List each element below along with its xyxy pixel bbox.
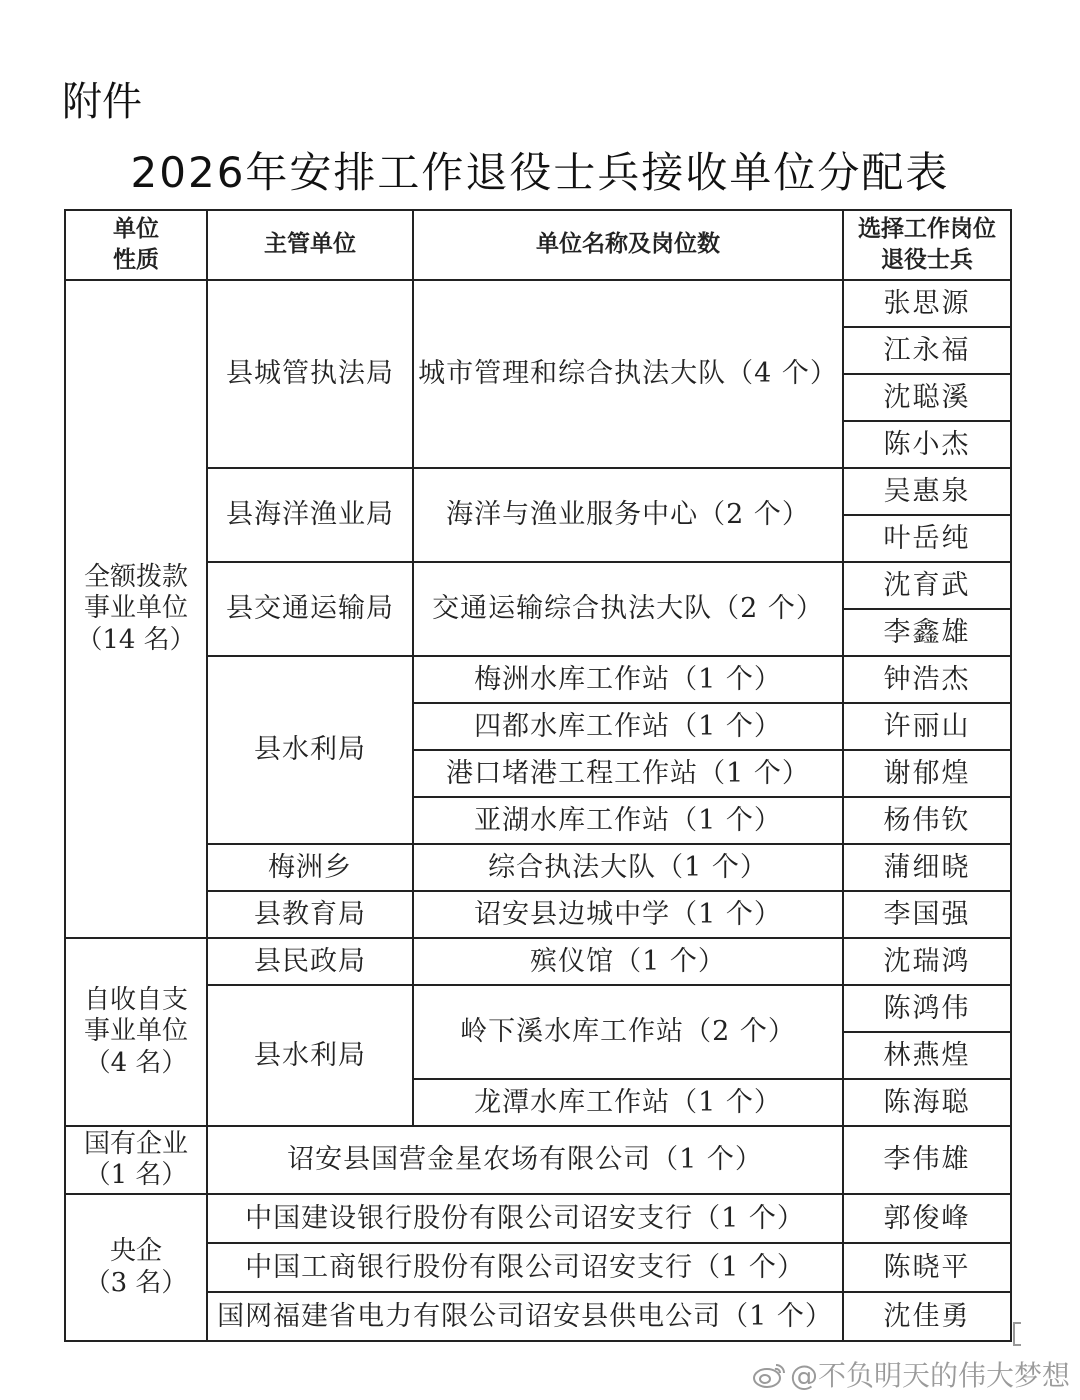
unit-cell: 四都水库工作站（1 个） <box>413 703 843 750</box>
header-nature: 单位 性质 <box>65 210 207 280</box>
soldier-name: 林燕煌 <box>843 1032 1011 1079</box>
soldier-name: 李鑫雄 <box>843 609 1011 656</box>
unit-cell: 中国工商银行股份有限公司诏安支行（1 个） <box>207 1243 843 1292</box>
unit-cell: 国网福建省电力有限公司诏安县供电公司（1 个） <box>207 1292 843 1341</box>
supervisor-cell: 梅洲乡 <box>207 844 413 891</box>
header-row <box>65 210 1011 280</box>
category-state-owned: 国有企业 （1 名） <box>65 1126 207 1194</box>
header-unit-posts: 单位名称及岗位数 <box>413 210 843 280</box>
soldier-name: 沈聪溪 <box>843 374 1011 421</box>
soldier-name: 李国强 <box>843 891 1011 938</box>
supervisor-cell: 县民政局 <box>207 938 413 985</box>
soldier-name: 李伟雄 <box>843 1126 1011 1194</box>
header-supervisor: 主管单位 <box>207 210 413 280</box>
supervisor-cell: 县水利局 <box>207 656 413 844</box>
soldier-name: 许丽山 <box>843 703 1011 750</box>
soldier-name: 钟浩杰 <box>843 656 1011 703</box>
soldier-name: 郭俊峰 <box>843 1194 1011 1243</box>
soldier-name: 江永福 <box>843 327 1011 374</box>
soldier-name: 谢郁煌 <box>843 750 1011 797</box>
table-row <box>65 985 1011 1032</box>
unit-cell: 中国建设银行股份有限公司诏安支行（1 个） <box>207 1194 843 1243</box>
supervisor-cell: 县交通运输局 <box>207 562 413 656</box>
unit-cell: 亚湖水库工作站（1 个） <box>413 797 843 844</box>
attachment-label: 附件 <box>62 79 142 125</box>
unit-cell: 诏安县国营金星农场有限公司（1 个） <box>207 1126 843 1194</box>
category-central: 央企 （3 名） <box>65 1194 207 1341</box>
watermark-text: @不负明天的伟大梦想 <box>789 1359 1070 1392</box>
unit-cell: 城市管理和综合执法大队（4 个） <box>413 280 843 468</box>
table-row <box>65 468 1011 515</box>
table-row <box>65 1243 1011 1292</box>
weibo-icon <box>752 1361 786 1389</box>
table-row <box>65 562 1011 609</box>
table-row <box>65 1292 1011 1341</box>
header-soldiers: 选择工作岗位 退役士兵 <box>843 210 1011 280</box>
bracket-mark <box>1013 1322 1021 1346</box>
unit-cell: 龙潭水库工作站（1 个） <box>413 1079 843 1126</box>
soldier-name: 杨伟钦 <box>843 797 1011 844</box>
soldier-name: 叶岳纯 <box>843 515 1011 562</box>
soldier-name: 陈鸿伟 <box>843 985 1011 1032</box>
supervisor-cell: 县教育局 <box>207 891 413 938</box>
table-row <box>65 280 1011 327</box>
table-row <box>65 844 1011 891</box>
supervisor-cell: 县海洋渔业局 <box>207 468 413 562</box>
document-title: 2026年安排工作退役士兵接收单位分配表 <box>130 148 950 197</box>
unit-cell: 殡仪馆（1 个） <box>413 938 843 985</box>
table-row <box>65 1194 1011 1243</box>
soldier-name: 陈晓平 <box>843 1243 1011 1292</box>
soldier-name: 张思源 <box>843 280 1011 327</box>
soldier-name: 陈小杰 <box>843 421 1011 468</box>
soldier-name: 沈瑞鸿 <box>843 938 1011 985</box>
soldier-name: 吴惠泉 <box>843 468 1011 515</box>
unit-cell: 梅洲水库工作站（1 个） <box>413 656 843 703</box>
soldier-name: 蒲细晓 <box>843 844 1011 891</box>
unit-cell: 交通运输综合执法大队（2 个） <box>413 562 843 656</box>
category-self-funded: 自收自支 事业单位 （4 名） <box>65 938 207 1126</box>
supervisor-cell: 县城管执法局 <box>207 280 413 468</box>
table-row <box>65 1126 1011 1194</box>
category-full-funded: 全额拨款 事业单位 （14 名） <box>65 280 207 938</box>
allocation-table <box>64 209 1012 1342</box>
soldier-name: 陈海聪 <box>843 1079 1011 1126</box>
soldier-name: 沈佳勇 <box>843 1292 1011 1341</box>
table-row <box>65 938 1011 985</box>
unit-cell: 岭下溪水库工作站（2 个） <box>413 985 843 1079</box>
unit-cell: 海洋与渔业服务中心（2 个） <box>413 468 843 562</box>
unit-cell: 诏安县边城中学（1 个） <box>413 891 843 938</box>
watermark <box>752 1354 1070 1394</box>
unit-cell: 综合执法大队（1 个） <box>413 844 843 891</box>
unit-cell: 港口堵港工程工作站（1 个） <box>413 750 843 797</box>
table-row <box>65 656 1011 703</box>
soldier-name: 沈育武 <box>843 562 1011 609</box>
supervisor-cell: 县水利局 <box>207 985 413 1126</box>
table-row <box>65 891 1011 938</box>
